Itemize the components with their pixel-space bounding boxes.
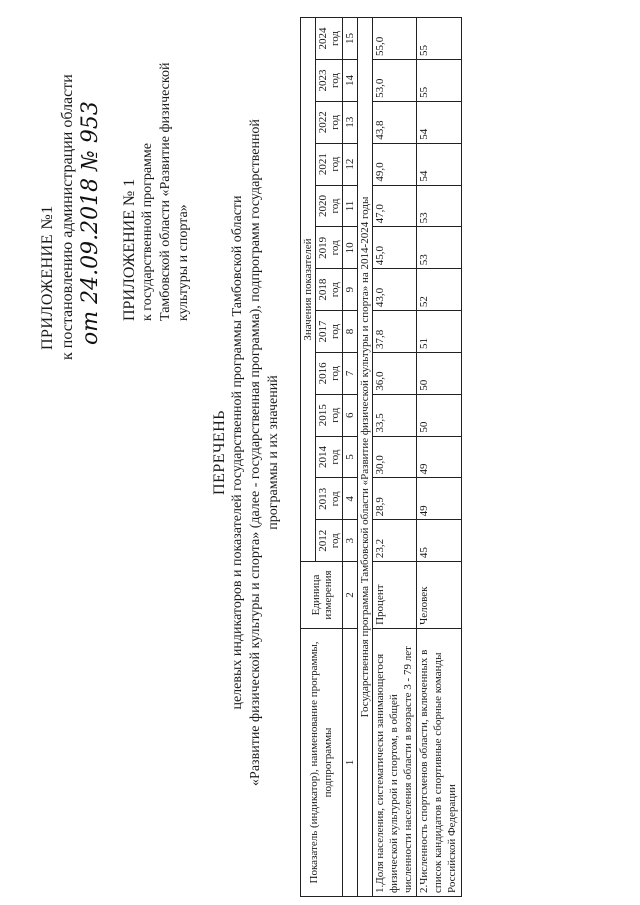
indicator-value: 23,2 [373,520,417,562]
indicator-value: 33,5 [373,394,417,436]
program-name-line1: Тамбовской области «Развитие физической [158,62,173,321]
column-number: 9 [343,269,358,311]
header-year: 2016 год [316,352,343,394]
header-year: 2018 год [316,269,343,311]
header-year: 2014 год [316,436,343,478]
section-row [358,18,373,897]
indicator-value: 55,0 [373,18,417,60]
indicator-value: 52 [417,269,461,311]
indicator-value: 50 [417,394,461,436]
indicator-value: 37,8 [373,311,417,353]
header-year: 2023 год [316,60,343,102]
indicator-value: 49,0 [373,143,417,185]
header-year: 2015 год [316,394,343,436]
column-number: 4 [343,478,358,520]
indicator-value: 54 [417,143,461,185]
table-header-row [301,18,316,897]
document-subtitle-3: программы и их значений [266,375,281,530]
column-number: 6 [343,394,358,436]
header-values: Значения показателей [301,18,316,562]
indicator-value: 50 [417,352,461,394]
indicator-value: 53,0 [373,60,417,102]
indicator-value: 45 [417,520,461,562]
indicators-table [300,17,462,897]
indicator-value: 43,0 [373,269,417,311]
column-number: 5 [343,436,358,478]
column-number: 1 [343,628,358,896]
decree-reference: к постановлению администрации области [59,74,76,360]
header-year: 2012 год [316,520,343,562]
column-number: 14 [343,60,358,102]
document-subtitle-2: «Развитие физической культуры и спорта» (далее - государственная программа), подпрограмм государственной [248,119,263,786]
header-year: 2022 год [316,101,343,143]
handwritten-date-number: от 24.09.2018 № 953 [78,101,103,345]
header-year: 2017 год [316,311,343,353]
column-number: 10 [343,227,358,269]
indicator-value: 55 [417,18,461,60]
header-indicator: Показатель (индикатор), наименование программы, подпрограммы [301,628,343,896]
section-title: Государственная программа Тамбовской области «Развитие физической культуры и спорта» на 2014-2024 годы [358,18,373,897]
indicator-value: 49 [417,436,461,478]
indicator-value: 53 [417,227,461,269]
column-number: 13 [343,101,358,143]
indicator-value: 55 [417,60,461,102]
column-number: 15 [343,18,358,60]
header-year: 2020 год [316,185,343,227]
indicator-name: 2.Численность спортсменов области, включенных в список кандидатов в спортивные сборные команды Российской Федерации [417,628,461,896]
indicator-value: 43,8 [373,101,417,143]
program-reference: к государственной программе [140,143,155,321]
column-number: 12 [343,143,358,185]
appendix-2-heading: ПРИЛОЖЕНИЕ № 1 [121,178,138,321]
column-number: 2 [343,562,358,629]
column-number: 3 [343,520,358,562]
header-year: 2024 год [316,18,343,60]
header-year: 2021 год [316,143,343,185]
indicator-value: 36,0 [373,352,417,394]
indicator-value: 47,0 [373,185,417,227]
header-unit: Единица измерения [301,562,343,629]
table-row [373,18,417,897]
indicator-value: 28,9 [373,478,417,520]
header-year: 2013 год [316,478,343,520]
document-subtitle-1: целевых индикаторов и показателей государственной программы Тамбовской области [230,195,245,710]
indicator-name: 1.Доля населения, систематически занимающегося физической культурой и спортом, в общей численности населения области в возрасте 3 - 79 лет [373,628,417,896]
column-number: 7 [343,352,358,394]
indicator-value: 45,0 [373,227,417,269]
indicator-value: 53 [417,185,461,227]
indicator-value: 51 [417,311,461,353]
column-number: 11 [343,185,358,227]
column-numbers-row [343,18,358,897]
table-row [417,18,461,897]
indicator-value: 54 [417,101,461,143]
document-title: ПЕРЕЧЕНЬ [211,410,228,495]
indicator-value: 30,0 [373,436,417,478]
header-year: 2019 год [316,227,343,269]
indicator-unit: Процент [373,562,417,629]
column-number: 8 [343,311,358,353]
indicator-unit: Человек [417,562,461,629]
indicator-value: 49 [417,478,461,520]
appendix-heading: ПРИЛОЖЕНИЕ №1 [39,205,56,350]
program-name-line2: культуры и спорта» [176,204,191,321]
